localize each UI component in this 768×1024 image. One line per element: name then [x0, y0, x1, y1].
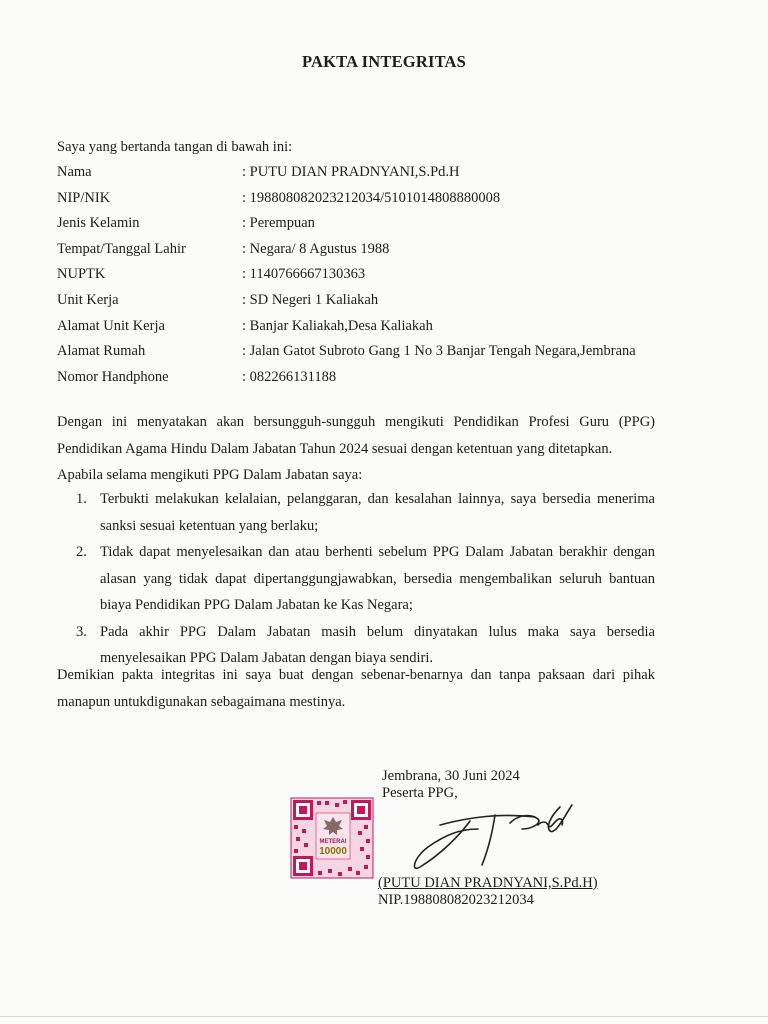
conditions-list: [57, 486, 655, 672]
field-value: : Negara/ 8 Agustus 1988: [242, 239, 389, 259]
field-value: : Jalan Gatot Subroto Gang 1 No 3 Banjar Tengah Negara,Jembrana: [242, 341, 636, 361]
field-label: Jenis Kelamin: [57, 215, 140, 232]
handwritten-signature: [400, 795, 590, 880]
field-label: Alamat Unit Kerja: [57, 317, 165, 334]
field-label: Nama: [57, 164, 92, 180]
field-label: NIP/NIK: [57, 189, 111, 206]
page-edge-line: [0, 1016, 768, 1017]
stamp-value: 10000: [319, 846, 347, 857]
list-number: 1.: [76, 491, 87, 507]
field-value: : 1140766667130363: [242, 264, 365, 284]
field-label: Nomor Handphone: [57, 368, 169, 385]
closing-paragraph: Demikian pakta integritas ini saya buat dengan sebenar-benarnya dan tanpa paksaan dari pihak manapun untukdigunakan sebagaimana mestinya.: [57, 667, 655, 710]
list-item: [57, 486, 655, 539]
field-label: NUPTK: [57, 266, 106, 283]
signatory-name: (PUTU DIAN PRADNYANI,S.Pd.H): [378, 875, 598, 891]
list-text: Terbukti melakukan kelalaian, pelanggaran, dan kesalahan lainnya, saya bersedia menerima sanksi sesuai ketentuan yang berlaku;: [100, 491, 655, 534]
statement-paragraph: Dengan ini menyatakan akan bersungguh-sungguh mengikuti Pendidikan Profesi Guru (PPG) Pendidikan Agama Hindu Dalam Jabatan Tahun 2024 sesuai dengan ketentuan yang ditetapkan.: [57, 414, 655, 457]
list-number: 3.: [76, 623, 87, 640]
field-value: : Banjar Kaliakah,Desa Kaliakah: [242, 316, 433, 336]
field-value: : Perempuan: [242, 213, 315, 233]
field-label: Alamat Rumah: [57, 343, 146, 360]
intro-text: Saya yang bertanda tangan di bawah ini:: [57, 139, 293, 155]
field-value: : 198808082023212034/5101014808880008: [242, 188, 500, 208]
list-item: [57, 539, 655, 619]
field-value: : PUTU DIAN PRADNYANI,S.Pd.H: [242, 162, 460, 182]
signature-role: Peserta PPG,: [382, 785, 458, 801]
condition-intro: Apabila selama mengikuti PPG Dalam Jabatan saya:: [57, 467, 363, 483]
signature-place-date: Jembrana, 30 Juni 2024: [382, 768, 520, 784]
list-text: Pada akhir PPG Dalam Jabatan masih belum dinyatakan lulus maka saya bersedia menyelesaikan PPG Dalam Jabatan dengan biaya sendiri.: [100, 623, 655, 666]
list-text: Tidak dapat menyelesaikan dan atau berhenti sebelum PPG Dalam Jabatan berakhir dengan alasan yang tidak dapat dipertanggungjawabkan, bersedia mengembalikan seluruh bantuan biaya Pendidikan PPG Dalam Jabatan ke Kas Negara;: [100, 544, 655, 613]
signatory-nip: NIP.198808082023212034: [378, 892, 534, 908]
field-value: : 082266131188: [242, 367, 336, 387]
meterai-stamp: [290, 797, 374, 879]
document-title: PAKTA INTEGRITAS: [301, 52, 467, 71]
field-value: : SD Negeri 1 Kaliakah: [242, 290, 378, 310]
field-label: Unit Kerja: [57, 291, 119, 308]
field-label: Tempat/Tanggal Lahir: [57, 240, 186, 257]
list-number: 2.: [76, 544, 87, 560]
stamp-label: METERAI: [319, 839, 347, 845]
